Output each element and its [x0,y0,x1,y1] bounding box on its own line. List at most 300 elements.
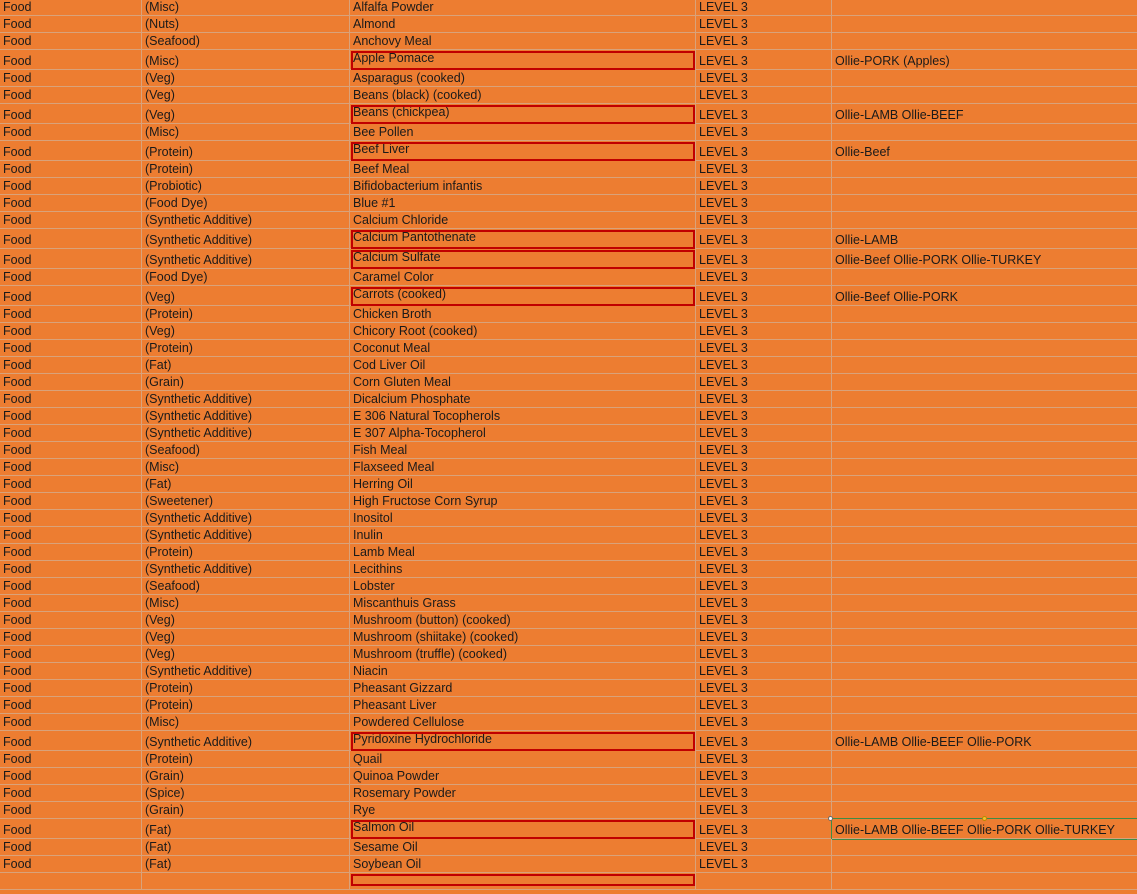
ingredient-cell[interactable] [350,544,696,560]
group-cell[interactable] [142,493,350,509]
ingredient-cell-text: Beef Meal [353,162,410,176]
ingredient-cell[interactable] [350,459,696,475]
level-cell-text: LEVEL 3 [699,196,748,210]
level-cell[interactable] [696,578,832,594]
level-cell[interactable] [696,802,832,818]
group-cell[interactable] [142,751,350,767]
level-cell[interactable] [696,195,832,211]
group-cell[interactable] [142,269,350,285]
group-cell[interactable] [142,357,350,373]
note-cell[interactable] [832,70,1137,86]
ingredient-cell[interactable] [350,442,696,458]
level-cell[interactable] [696,249,832,268]
group-cell[interactable] [142,50,350,69]
ingredient-cell[interactable] [350,391,696,407]
table-row [0,124,1137,141]
ingredient-cell[interactable] [350,408,696,424]
ingredient-cell[interactable] [350,425,696,441]
ingredient-cell[interactable] [350,178,696,194]
group-cell[interactable] [142,161,350,177]
group-cell[interactable] [142,856,350,872]
level-cell[interactable] [696,141,832,160]
group-cell[interactable] [142,663,350,679]
group-cell[interactable] [142,286,350,305]
group-cell[interactable] [142,646,350,662]
group-cell-text: (Synthetic Additive) [145,392,252,406]
ingredient-cell[interactable] [350,374,696,390]
level-cell[interactable] [696,408,832,424]
group-cell[interactable] [142,768,350,784]
category-cell[interactable] [0,856,142,872]
ingredient-cell-text: Niacin [353,664,388,678]
level-cell[interactable] [696,561,832,577]
level-cell[interactable] [696,697,832,713]
ingredient-cell-text: Pheasant Gizzard [353,681,453,695]
group-cell[interactable] [142,612,350,628]
category-cell[interactable] [0,161,142,177]
level-cell[interactable] [696,104,832,123]
category-cell[interactable] [0,306,142,322]
note-cell[interactable] [832,249,1137,268]
note-cell[interactable] [832,785,1137,801]
group-cell-text: (Misc) [145,0,180,14]
level-cell-text: LEVEL 3 [699,545,748,559]
ingredient-cell[interactable] [350,680,696,696]
level-cell[interactable] [696,391,832,407]
level-cell[interactable] [696,785,832,801]
ingredient-cell[interactable] [350,510,696,526]
note-cell[interactable] [832,856,1137,872]
group-cell-text: (Fat) [145,840,172,854]
group-cell[interactable] [142,802,350,818]
group-cell-text: (Protein) [145,145,193,159]
note-cell[interactable] [832,819,1137,838]
level-cell[interactable] [696,459,832,475]
category-cell[interactable] [0,425,142,441]
category-cell[interactable] [0,70,142,86]
note-cell[interactable] [832,697,1137,713]
group-cell[interactable] [142,229,350,248]
group-cell[interactable] [142,731,350,750]
group-cell-text: (Synthetic Additive) [145,664,252,678]
category-cell[interactable] [0,646,142,662]
category-cell[interactable] [0,229,142,248]
group-cell[interactable] [142,510,350,526]
ingredient-cell-text: Calcium Chloride [353,213,449,227]
category-cell[interactable] [0,510,142,526]
level-cell-text: LEVEL 3 [699,145,748,159]
level-cell[interactable] [696,161,832,177]
category-cell[interactable] [0,195,142,211]
level-cell[interactable] [696,493,832,509]
group-cell[interactable] [142,212,350,228]
note-cell[interactable] [832,663,1137,679]
level-cell[interactable] [696,819,832,838]
ingredient-cell-text: Quinoa Powder [353,769,440,783]
ingredient-cell[interactable] [350,286,696,305]
category-cell[interactable] [0,16,142,32]
category-cell[interactable] [0,323,142,339]
note-cell[interactable] [832,751,1137,767]
group-cell[interactable] [142,785,350,801]
note-cell[interactable] [832,0,1137,15]
note-cell[interactable] [832,476,1137,492]
table-row [0,340,1137,357]
category-cell[interactable] [0,578,142,594]
category-cell[interactable] [0,768,142,784]
group-cell[interactable] [142,476,350,492]
category-cell[interactable] [0,357,142,373]
group-cell[interactable] [142,697,350,713]
level-cell-text: LEVEL 3 [699,162,748,176]
group-cell[interactable] [142,561,350,577]
group-cell[interactable] [142,195,350,211]
group-cell[interactable] [142,680,350,696]
ingredient-cell[interactable] [350,340,696,356]
group-cell-text: (Misc) [145,54,180,68]
empty-cell[interactable] [832,873,1137,889]
note-cell[interactable] [832,442,1137,458]
level-cell[interactable] [696,510,832,526]
group-cell[interactable] [142,340,350,356]
category-cell[interactable] [0,408,142,424]
category-cell[interactable] [0,459,142,475]
level-cell[interactable] [696,33,832,49]
group-cell[interactable] [142,839,350,855]
empty-cell[interactable] [142,873,350,889]
ingredient-cell[interactable] [350,357,696,373]
level-cell[interactable] [696,178,832,194]
level-cell-text: LEVEL 3 [699,477,748,491]
level-cell[interactable] [696,87,832,103]
ingredient-cell[interactable] [350,663,696,679]
note-cell[interactable] [832,459,1137,475]
group-cell[interactable] [142,578,350,594]
level-cell[interactable] [696,646,832,662]
level-cell[interactable] [696,374,832,390]
category-cell[interactable] [0,663,142,679]
category-cell[interactable] [0,374,142,390]
group-cell[interactable] [142,374,350,390]
note-cell[interactable] [832,340,1137,356]
note-cell[interactable] [832,646,1137,662]
ingredient-cell[interactable] [350,141,696,160]
group-cell[interactable] [142,87,350,103]
level-cell[interactable] [696,442,832,458]
category-cell-text: Food [3,840,32,854]
note-cell[interactable] [832,269,1137,285]
ingredient-cell[interactable] [350,212,696,228]
ingredient-cell[interactable] [350,33,696,49]
note-cell[interactable] [832,33,1137,49]
note-cell[interactable] [832,612,1137,628]
group-cell[interactable] [142,33,350,49]
ingredient-cell[interactable] [350,229,696,248]
group-cell-text: (Probiotic) [145,179,202,193]
group-cell[interactable] [142,714,350,730]
level-cell[interactable] [696,286,832,305]
note-cell[interactable] [832,50,1137,69]
note-cell[interactable] [832,374,1137,390]
level-cell[interactable] [696,229,832,248]
ingredient-cell[interactable] [350,493,696,509]
ingredient-cell[interactable] [350,0,696,15]
category-cell-text: Food [3,562,32,576]
ingredient-cell-text: Beef Liver [353,142,410,156]
note-cell[interactable] [832,391,1137,407]
note-cell[interactable] [832,680,1137,696]
ingredient-cell[interactable] [350,195,696,211]
level-cell[interactable] [696,612,832,628]
category-cell[interactable] [0,286,142,305]
note-cell[interactable] [832,357,1137,373]
note-cell[interactable] [832,104,1137,123]
note-cell[interactable] [832,839,1137,855]
table-row [0,459,1137,476]
level-cell[interactable] [696,856,832,872]
ingredient-cell[interactable] [350,731,696,750]
selection-handle-mid[interactable] [982,816,987,821]
group-cell[interactable] [142,70,350,86]
level-cell[interactable] [696,0,832,15]
ingredient-cell[interactable] [350,561,696,577]
ingredient-cell[interactable] [350,578,696,594]
category-cell[interactable] [0,819,142,838]
ingredient-cell-text: Herring Oil [353,477,413,491]
group-cell[interactable] [142,16,350,32]
selection-handle-left[interactable] [828,816,833,821]
level-cell[interactable] [696,323,832,339]
category-cell[interactable] [0,249,142,268]
ingredient-cell[interactable] [350,104,696,123]
note-cell[interactable] [832,16,1137,32]
ingredient-cell[interactable] [350,50,696,69]
ingredient-cell-text: E 307 Alpha-Tocopherol [353,426,486,440]
level-cell[interactable] [696,839,832,855]
ingredient-cell[interactable] [350,714,696,730]
level-cell[interactable] [696,595,832,611]
category-cell[interactable] [0,731,142,750]
group-cell-text: (Veg) [145,88,175,102]
level-cell[interactable] [696,544,832,560]
table-row [0,408,1137,425]
level-cell-text: LEVEL 3 [699,752,748,766]
group-cell[interactable] [142,595,350,611]
category-cell[interactable] [0,269,142,285]
category-cell[interactable] [0,697,142,713]
ingredient-cell-text: Corn Gluten Meal [353,375,451,389]
group-cell[interactable] [142,391,350,407]
table-row [0,595,1137,612]
ingredient-cell[interactable] [350,306,696,322]
category-cell[interactable] [0,476,142,492]
level-cell[interactable] [696,306,832,322]
group-cell[interactable] [142,178,350,194]
table-row [0,87,1137,104]
category-cell[interactable] [0,141,142,160]
note-cell[interactable] [832,510,1137,526]
table-row [0,33,1137,50]
group-cell[interactable] [142,249,350,268]
note-cell[interactable] [832,425,1137,441]
ingredient-cell[interactable] [350,839,696,855]
category-cell[interactable] [0,595,142,611]
level-cell[interactable] [696,16,832,32]
level-cell[interactable] [696,768,832,784]
category-cell[interactable] [0,561,142,577]
category-cell[interactable] [0,178,142,194]
ingredient-cell[interactable] [350,646,696,662]
category-cell[interactable] [0,50,142,69]
level-cell[interactable] [696,629,832,645]
group-cell[interactable] [142,306,350,322]
ingredient-cell[interactable] [350,70,696,86]
group-cell-text: (Protein) [145,545,193,559]
ingredient-cell[interactable] [350,249,696,268]
level-cell-text: LEVEL 3 [699,647,748,661]
note-cell[interactable] [832,306,1137,322]
note-cell[interactable] [832,212,1137,228]
note-cell[interactable] [832,229,1137,248]
group-cell[interactable] [142,425,350,441]
ingredient-cell[interactable] [350,269,696,285]
group-cell-text: (Veg) [145,324,175,338]
category-cell[interactable] [0,544,142,560]
level-cell[interactable] [696,212,832,228]
note-cell[interactable] [832,731,1137,750]
level-cell[interactable] [696,731,832,750]
level-cell[interactable] [696,476,832,492]
category-cell[interactable] [0,527,142,543]
note-cell[interactable] [832,578,1137,594]
category-cell[interactable] [0,104,142,123]
category-cell-text: Food [3,34,32,48]
ingredient-cell[interactable] [350,819,696,838]
note-cell[interactable] [832,286,1137,305]
note-cell[interactable] [832,493,1137,509]
group-cell[interactable] [142,141,350,160]
ingredient-cell[interactable] [350,629,696,645]
level-cell[interactable] [696,425,832,441]
empty-cell[interactable] [696,873,832,889]
note-cell[interactable] [832,595,1137,611]
level-cell[interactable] [696,340,832,356]
note-cell[interactable] [832,323,1137,339]
level-cell[interactable] [696,70,832,86]
category-cell[interactable] [0,629,142,645]
category-cell[interactable] [0,391,142,407]
ingredient-cell[interactable] [350,768,696,784]
empty-cell[interactable] [350,873,696,889]
group-cell[interactable] [142,629,350,645]
ingredient-cell[interactable] [350,856,696,872]
category-cell[interactable] [0,33,142,49]
ingredient-cell[interactable] [350,16,696,32]
category-cell[interactable] [0,785,142,801]
category-cell[interactable] [0,124,142,140]
note-cell[interactable] [832,629,1137,645]
group-cell[interactable] [142,323,350,339]
note-cell[interactable] [832,124,1137,140]
note-cell[interactable] [832,768,1137,784]
category-cell[interactable] [0,340,142,356]
empty-cell[interactable] [0,873,142,889]
ingredient-cell[interactable] [350,527,696,543]
level-cell[interactable] [696,714,832,730]
group-cell-text: (Synthetic Additive) [145,409,252,423]
level-cell[interactable] [696,663,832,679]
group-cell[interactable] [142,124,350,140]
ingredient-cell[interactable] [350,751,696,767]
category-cell[interactable] [0,751,142,767]
ingredient-cell[interactable] [350,124,696,140]
ingredient-cell[interactable] [350,612,696,628]
note-cell[interactable] [832,141,1137,160]
note-cell[interactable] [832,527,1137,543]
category-cell[interactable] [0,212,142,228]
table-row [0,544,1137,561]
category-cell[interactable] [0,493,142,509]
group-cell[interactable] [142,527,350,543]
ingredient-cell[interactable] [350,802,696,818]
group-cell[interactable] [142,459,350,475]
note-cell[interactable] [832,195,1137,211]
category-cell[interactable] [0,87,142,103]
category-cell[interactable] [0,612,142,628]
category-cell[interactable] [0,680,142,696]
note-cell[interactable] [832,87,1137,103]
group-cell[interactable] [142,544,350,560]
group-cell[interactable] [142,104,350,123]
table-row [0,476,1137,493]
group-cell[interactable] [142,819,350,838]
note-cell[interactable] [832,408,1137,424]
category-cell[interactable] [0,0,142,15]
category-cell[interactable] [0,839,142,855]
ingredient-cell[interactable] [350,785,696,801]
category-cell[interactable] [0,714,142,730]
ingredient-cell[interactable] [350,323,696,339]
level-cell[interactable] [696,751,832,767]
ingredient-cell[interactable] [350,161,696,177]
note-cell[interactable] [832,714,1137,730]
level-cell[interactable] [696,124,832,140]
group-cell[interactable] [142,442,350,458]
level-cell[interactable] [696,527,832,543]
note-cell-text: Ollie-PORK (Apples) [835,54,950,68]
level-cell[interactable] [696,680,832,696]
note-cell-text: Ollie-LAMB [835,233,899,247]
ingredient-cell[interactable] [350,697,696,713]
table-row [0,629,1137,646]
note-cell[interactable] [832,544,1137,560]
level-cell-text: LEVEL 3 [699,179,748,193]
category-cell[interactable] [0,442,142,458]
ingredient-cell[interactable] [350,476,696,492]
ingredient-cell[interactable] [350,595,696,611]
group-cell[interactable] [142,408,350,424]
level-cell[interactable] [696,357,832,373]
group-cell[interactable] [142,0,350,15]
level-cell[interactable] [696,269,832,285]
ingredient-cell[interactable] [350,87,696,103]
note-cell[interactable] [832,561,1137,577]
note-cell[interactable] [832,161,1137,177]
level-cell[interactable] [696,50,832,69]
category-cell[interactable] [0,802,142,818]
ingredient-cell-text: Inositol [353,511,393,525]
note-cell[interactable] [832,178,1137,194]
